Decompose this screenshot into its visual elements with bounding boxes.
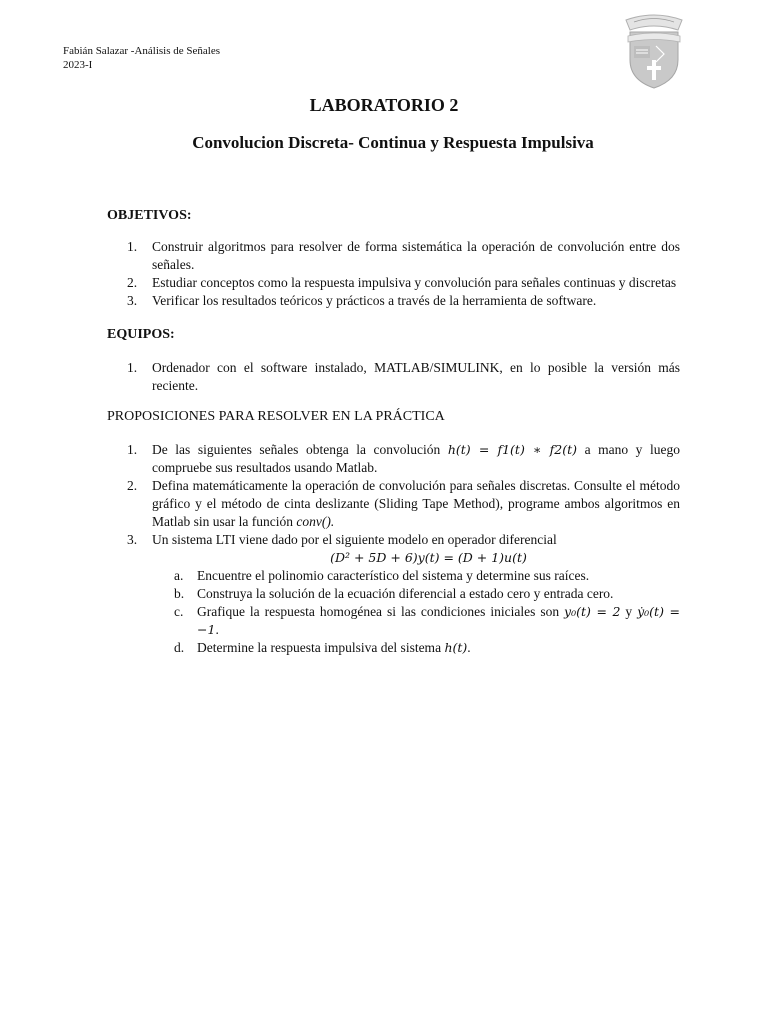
text-part: Grafique la respuesta homogénea si las condiciones iniciales son: [197, 604, 565, 619]
equation-text: (D² + 5D + 6)y(t) = (D + 1)u(t): [330, 550, 527, 565]
sub-list-text: Construya la solución de la ecuación diferencial a estado cero y entrada cero.: [197, 586, 614, 601]
list-number: 1.: [127, 442, 138, 457]
convolution-formula: h(t) = f1(t) ∗ f2(t): [447, 442, 578, 457]
university-crest-icon: [620, 10, 688, 90]
text-part: y: [620, 604, 638, 619]
list-text: Ordenador con el software instalado, MATLAB/SIMULINK, en lo posible la versión más reciente.: [152, 360, 680, 393]
text-part: Determine la respuesta impulsiva del sistema: [197, 640, 445, 655]
sub-list-item: [152, 585, 680, 603]
list-text: [152, 477, 680, 531]
sub-list-item: [152, 567, 680, 585]
list-item: [107, 292, 680, 310]
equipos-list: [107, 359, 680, 395]
document-header: [63, 44, 220, 72]
list-text: Estudiar conceptos como la respuesta impulsiva y convolución para señales continuas y discretas: [152, 275, 677, 290]
proposiciones-heading: PROPOSICIONES PARA RESOLVER EN LA PRÁCTICA: [107, 409, 445, 424]
list-item: [107, 359, 680, 395]
text-part: Defina matemáticamente la operación de convolución para señales discretas. Consulte el método gráfico y el método de cinta deslizante (Sliding Tape Method), programe ambos algoritmos en Matlab sin usar la función: [152, 478, 680, 529]
list-number: 2.: [127, 478, 138, 493]
sub-list-letter: d.: [174, 640, 185, 655]
initial-condition: y₀(t) = 2: [564, 604, 621, 619]
sub-list-text: [197, 639, 680, 657]
differential-equation: [107, 549, 680, 567]
text-part: .: [215, 622, 219, 637]
term: 2023-I: [63, 59, 93, 71]
list-number: 2.: [127, 275, 138, 290]
list-text: Verificar los resultados teóricos y prácticos a través de la herramienta de software.: [152, 293, 597, 308]
list-number: 1.: [127, 239, 138, 254]
text-part: De las siguientes señales obtenga la convolución: [152, 442, 448, 457]
page-subtitle: Convolucion Discreta- Continua y Respuesta Impulsiva: [192, 133, 594, 152]
equipos-heading: EQUIPOS:: [107, 327, 175, 342]
sub-list-letter: a.: [174, 568, 184, 583]
proposiciones-list: [107, 441, 680, 657]
sub-list-item: [152, 603, 680, 639]
list-item: [107, 477, 680, 531]
list-text: Construir algoritmos para resolver de forma sistemática la operación de convolución entre dos señales.: [152, 239, 680, 272]
impulse-response-symbol: h(t): [444, 640, 468, 655]
list-number: 1.: [127, 360, 138, 375]
sub-list-letter: b.: [174, 586, 185, 601]
list-item: [107, 531, 680, 549]
text-part: a mano y luego compruebe sus resultados usando Matlab.: [152, 442, 680, 475]
initial-condition-derivative: ẏ₀(t) = −1: [197, 604, 680, 637]
sub-list-item: [152, 639, 680, 657]
list-item: [107, 441, 680, 477]
text-part: .: [467, 640, 471, 655]
page-title: LABORATORIO 2: [309, 95, 459, 115]
list-text: Un sistema LTI viene dado por el siguiente modelo en operador diferencial: [152, 532, 557, 547]
author-course: Fabián Salazar -Análisis de Señales: [63, 45, 221, 57]
list-number: 3.: [127, 532, 138, 547]
objetivos-list: [107, 238, 680, 310]
sub-list-letter: c.: [174, 604, 184, 619]
list-text: [152, 441, 680, 477]
list-item: [107, 274, 680, 292]
sub-list-text: Encuentre el polinomio característico del sistema y determine sus raíces.: [197, 568, 590, 583]
list-number: 3.: [127, 293, 138, 308]
list-item: [107, 238, 680, 274]
sub-list-text: [197, 603, 680, 639]
objetivos-heading: OBJETIVOS:: [107, 208, 192, 223]
function-name: conv().: [296, 514, 335, 529]
sub-list: [152, 567, 680, 657]
